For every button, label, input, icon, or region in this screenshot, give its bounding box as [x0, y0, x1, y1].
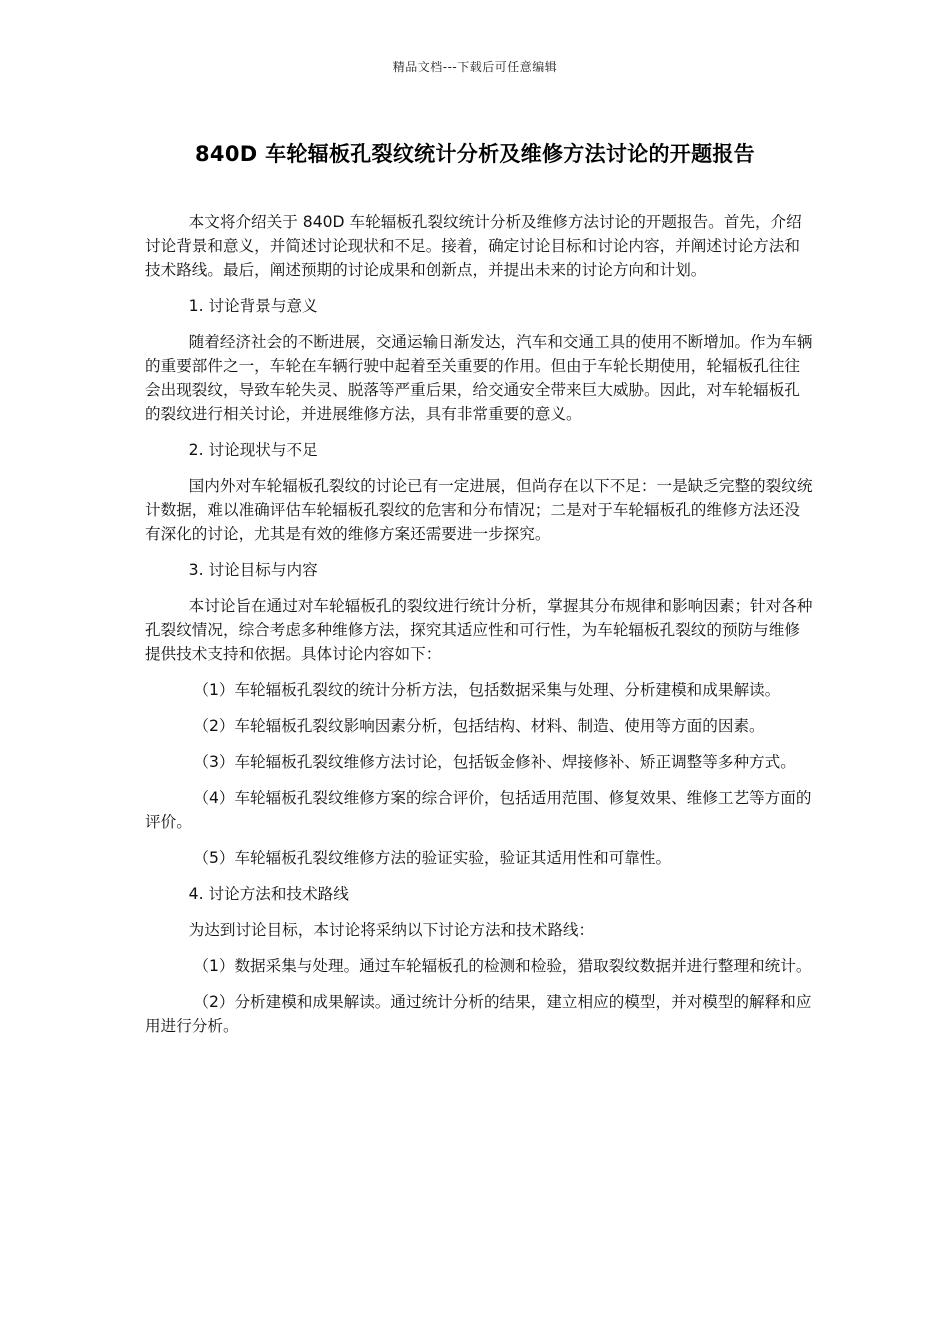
intro-paragraph: 本文将介绍关于 840D 车轮辐板孔裂纹统计分析及维修方法讨论的开题报告。首先，介绍讨论背景和意义，并简述讨论现状和不足。接着，确定讨论目标和讨论内容，并阐述讨论方法和技术路线。最后，阐述预期的讨论成果和创新点，并提出未来的讨论方向和计划。	[145, 213, 802, 279]
section-body-4: 为达到讨论目标，本讨论将采纳以下讨论方法和技术路线：	[188, 921, 595, 939]
header-note: 精品文档---下载后可任意编辑	[392, 60, 558, 74]
section-heading-1: 1. 讨论背景与意义	[188, 297, 318, 315]
section-body-1: 随着经济社会的不断进展，交通运输日渐发达，汽车和交通工具的使用不断增加。作为车辆的重要部件之一，车轮在车辆行驶中起着至关重要的作用。但由于车轮长期使用，轮辐板孔往往会出现裂纹，导致车轮失灵、脱落等严重后果，给交通安全带来巨大威胁。因此，对车轮辐板孔的裂纹进行相关讨论，并进展维修方法，具有非常重要的意义。	[145, 333, 813, 423]
list-item: （5）车轮辐板孔裂纹维修方法的验证实验，验证其适用性和可靠性。	[193, 849, 672, 867]
section-heading-3: 3. 讨论目标与内容	[188, 561, 318, 579]
section-body-3: 本讨论旨在通过对车轮辐板孔的裂纹进行统计分析，掌握其分布规律和影响因素；针对各种孔裂纹情况，综合考虑多种维修方法，探究其适应性和可行性，为车轮辐板孔裂纹的预防与维修提供技术支持和依据。具体讨论内容如下：	[145, 597, 813, 663]
list-item: （3）车轮辐板孔裂纹维修方法讨论，包括钣金修补、焊接修补、矫正调整等多种方式。	[193, 753, 796, 771]
list-item: （2）分析建模和成果解读。通过统计分析的结果，建立相应的模型，并对模型的解释和应用进行分析。	[145, 993, 812, 1035]
list-item: （1）数据采集与处理。通过车轮辐板孔的检测和检验，猎取裂纹数据并进行整理和统计。	[193, 957, 812, 975]
section-body-2: 国内外对车轮辐板孔裂纹的讨论已有一定进展，但尚存在以下不足：一是缺乏完整的裂纹统计数据，难以准确评估车轮辐板孔裂纹的危害和分布情况；二是对于车轮辐板孔的维修方法还没有深化的讨论，尤其是有效的维修方案还需要进一步探究。	[145, 477, 813, 543]
document-body	[145, 210, 813, 1050]
list-item: （2）车轮辐板孔裂纹影响因素分析，包括结构、材料、制造、使用等方面的因素。	[193, 717, 765, 735]
document-title: 840D 车轮辐板孔裂纹统计分析及维修方法讨论的开题报告	[195, 142, 755, 166]
section-heading-4: 4. 讨论方法和技术路线	[188, 885, 349, 903]
list-item: （1）车轮辐板孔裂纹的统计分析方法，包括数据采集与处理、分析建模和成果解读。	[193, 681, 781, 699]
section-heading-2: 2. 讨论现状与不足	[188, 441, 318, 459]
list-item: （4）车轮辐板孔裂纹维修方案的综合评价，包括适用范围、修复效果、维修工艺等方面的评价。	[145, 789, 812, 831]
